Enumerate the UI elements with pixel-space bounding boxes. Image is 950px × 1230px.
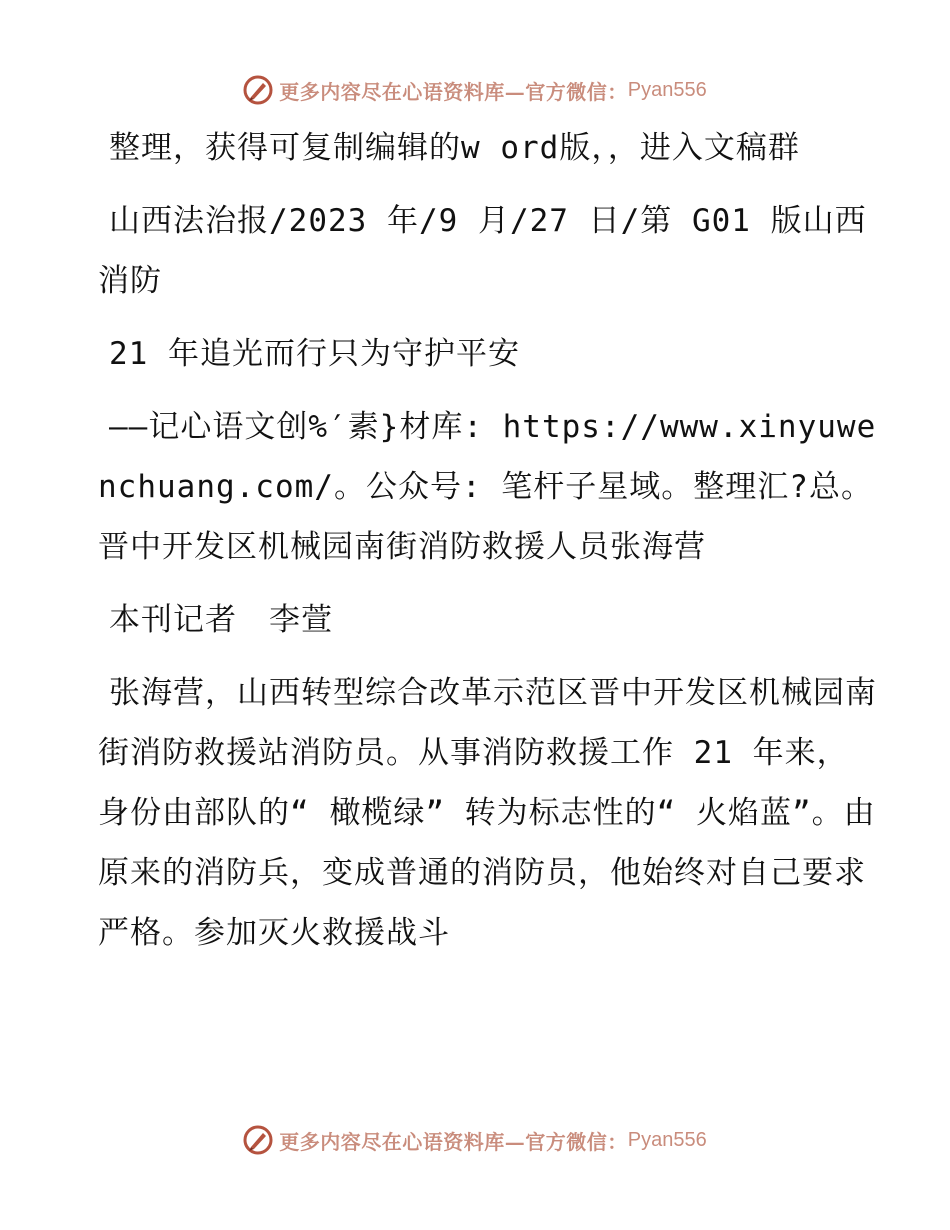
paragraph-intro: 整理，获得可复制编辑的w ord版，，进入文稿群	[109, 130, 800, 166]
article-byline: 本刊记者 李萱	[109, 602, 333, 638]
article-subtitle: ——记心语文创%′素}材库: https://www.xinyuwenchuang.com/。公众号: 笔杆子星域。整理汇?总。晋中开发区机械园南街消防救援人员张海营	[98, 409, 877, 565]
footer-banner	[0, 1120, 950, 1160]
banner-text: 更多内容尽在心语资料库—官方微信：	[279, 1129, 628, 1154]
banner-text: 更多内容尽在心语资料库—官方微信：	[279, 79, 628, 104]
paragraph-source: 山西法治报/2023 年/9 月/27 日/第 G01 版山西消防	[98, 203, 867, 299]
document-body	[98, 118, 878, 976]
article-body-paragraph: 张海营，山西转型综合改革示范区晋中开发区机械园南街消防救援站消防员。从事消防救援工作 21 年来，身份由部队的“ 橄榄绿” 转为标志性的“ 火焰蓝”。由原来的消防兵，变成普通的消防员，他始终对自己要求严格。参加灭火救援战斗	[98, 675, 877, 951]
pen-logo-icon	[243, 75, 273, 105]
banner-wechat-handle: Pyan556	[627, 1128, 707, 1151]
banner-wechat-handle: Pyan556	[627, 78, 707, 101]
pen-logo-icon	[243, 1125, 273, 1155]
header-banner	[0, 70, 950, 110]
article-title: 21 年追光而行只为守护平安	[109, 336, 520, 372]
